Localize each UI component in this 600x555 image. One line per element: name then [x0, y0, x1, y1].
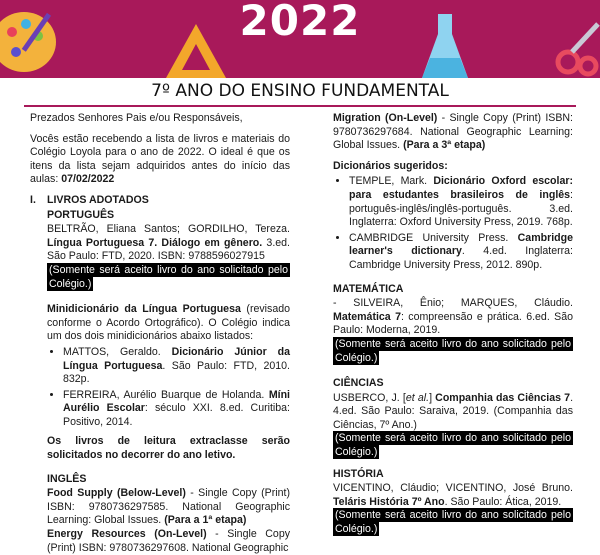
matematica-heading: MATEMÁTICA — [333, 282, 404, 295]
page-title: 7º ANO DO ENSINO FUNDAMENTAL — [151, 81, 449, 101]
year-title: 2022 — [239, 0, 361, 45]
left-column — [30, 112, 290, 555]
list-item: • CAMBRIDGE University Press. Cambridge learner's dictionary. 4.ed. Inglaterra: Cambridge University Press, 2012. 890p. — [349, 232, 573, 273]
header-banner — [0, 0, 600, 78]
ingles-item-1: Food Supply (Below-Level) - Single Copy (Print) ISBN: 9780736297585. National Geographic Learning: Global Issues. (Para a 1ª etapa) — [47, 487, 290, 527]
title-divider — [24, 105, 576, 107]
portugues-heading: PORTUGUÊS — [47, 208, 115, 221]
minidicionario-list — [47, 346, 290, 430]
historia-note: (Somente será aceito livro do ano solicitado pelo Colégio.) — [335, 509, 571, 536]
ciencias-note: (Somente será aceito livro do ano solicitado pelo Colégio.) — [335, 432, 571, 459]
minidicionario-paragraph: Minidicionário da Língua Portuguesa (revisado conforme o Acordo Ortográfico). O Colégio indica um dos dois minidicionários abaixo listados: — [47, 303, 290, 343]
ciencias-heading: CIÊNCIAS — [333, 377, 384, 390]
list-item: • FERREIRA, Aurélio Buarque de Holanda. Míni Aurélio Escolar: século XXI. 8.ed. Curitiba: Positivo, 2014. — [63, 389, 290, 430]
intro-date: 07/02/2022 — [61, 173, 115, 186]
dicionarios-list — [333, 175, 573, 272]
intro-paragraph: Vocês estão recebendo a lista de livros e materiais do Colégio Loyola para o ano de 2022. O ideal é que os itens da lista sejam adquiridos antes do início das aulas: 07/02/2022 — [30, 132, 290, 186]
section-title: LIVROS ADOTADOS — [47, 193, 149, 206]
historia-heading: HISTÓRIA — [333, 467, 384, 480]
matematica-note: (Somente será aceito livro do ano solicitado pelo Colégio.) — [335, 337, 571, 364]
list-item: • MATTOS, Geraldo. Dicionário Júnior da Língua Portuguesa. São Paulo: FTD, 2010. 832p. — [63, 346, 290, 387]
right-column — [333, 112, 573, 543]
ingles-item-2: Energy Resources (On-Level) - Single Copy (Print) ISBN: 9780736297608. National Geographic — [47, 528, 291, 554]
ingles-item-3: Migration (On-Level) - Single Copy (Print) ISBN: 9780736297684. National Geographic Learning: Global Issues. (Para a 3ª etapa) — [333, 112, 573, 152]
greeting: Prezados Senhores Pais e/ou Responsáveis, — [30, 112, 243, 124]
section-number: I. — [30, 193, 36, 206]
list-item: • TEMPLE, Mark. Dicionário Oxford escolar: para estudantes brasileiros de inglês: português-inglês/inglês-português. 3.ed. Inglaterra: Oxford University Press, 2019. 768p. — [349, 175, 573, 229]
portugues-book-ref: BELTRÃO, Eliana Santos; GORDILHO, Tereza. Língua Portuguesa 7. Diálogo em gênero. 3.ed. São Paulo: FTD, 2020. ISBN: 9788596027915 — [47, 223, 290, 263]
ingles-heading: INGLÊS — [47, 472, 87, 485]
matematica-book-ref: - SILVEIRA, Ênio; MARQUES, Cláudio. Matemática 7: compreensão e prática. 6.ed. São Paulo: Moderna, 2019. — [333, 297, 573, 337]
historia-book-ref: VICENTINO, Cláudio; VICENTINO, José Bruno. Teláris História 7º Ano. São Paulo: Ática, 2019. — [333, 482, 573, 508]
ciencias-book-ref: USBERCO, J. [et al.] Companhia das Ciências 7. 4.ed. São Paulo: Saraiva, 2019. (Companhia das Ciências, 7º Ano.) — [333, 391, 574, 431]
dicionarios-heading: Dicionários sugeridos: — [333, 159, 448, 172]
extraclasse-note: Os livros de leitura extraclasse serão solicitados no decorrer do ano letivo. — [47, 435, 290, 462]
portugues-note: (Somente será aceito livro do ano solicitado pelo Colégio.) — [49, 263, 288, 290]
section-livros-adotados — [30, 194, 290, 297]
